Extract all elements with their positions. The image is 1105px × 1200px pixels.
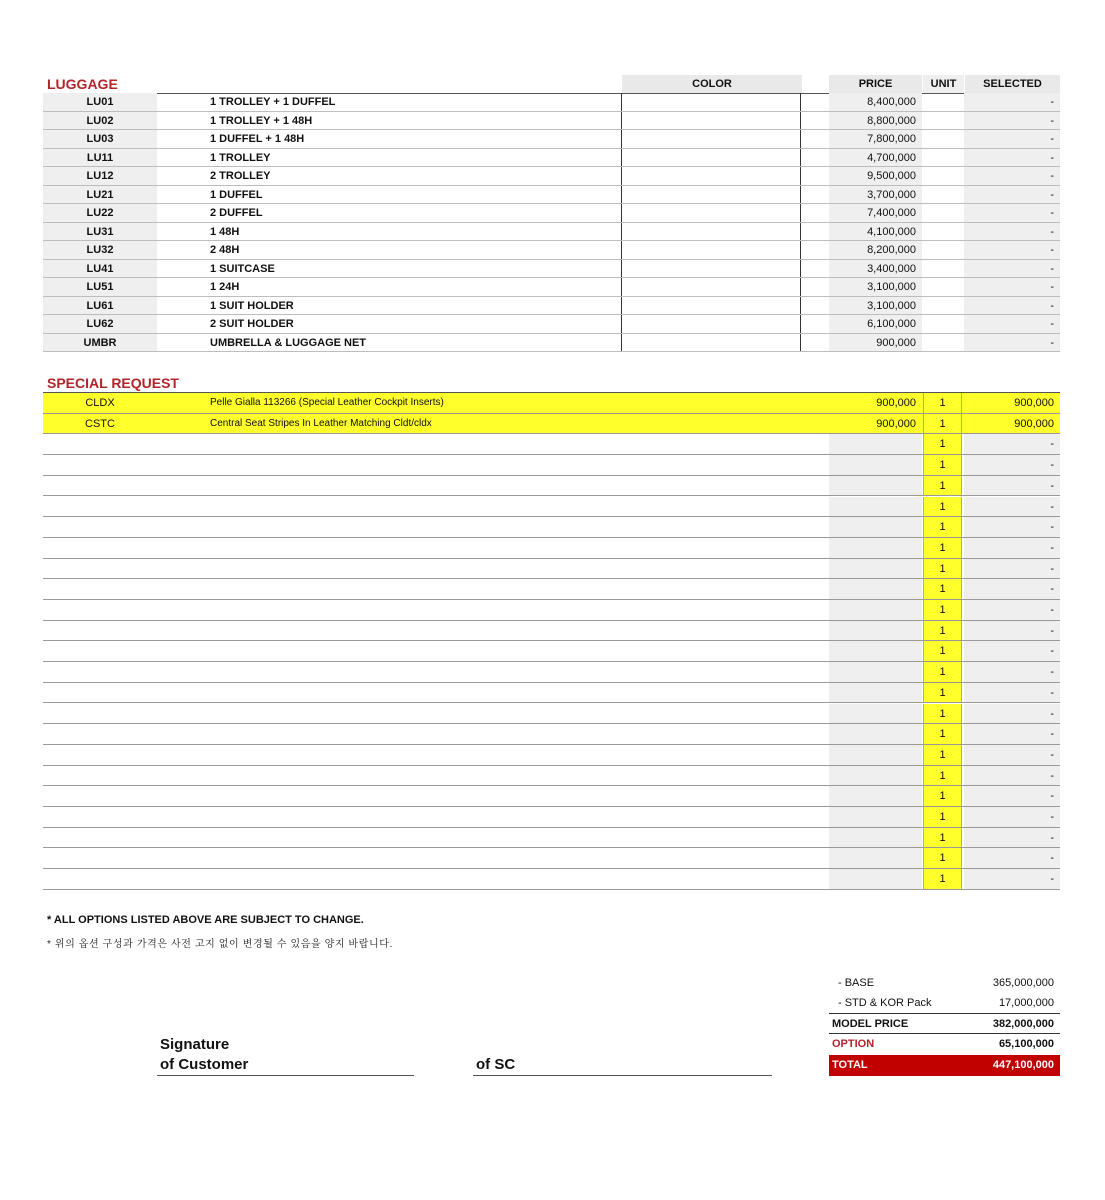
request-unit[interactable]: 1 (923, 579, 962, 599)
item-code: LU21 (43, 186, 157, 204)
request-selected: - (964, 704, 1060, 724)
table-row (43, 278, 1060, 297)
request-selected: - (964, 559, 1060, 579)
request-price-empty[interactable] (829, 579, 922, 599)
request-selected: - (964, 786, 1060, 806)
customer-signature-line[interactable] (157, 1075, 414, 1076)
request-price-empty[interactable] (829, 641, 922, 661)
item-selected: - (964, 167, 1060, 185)
request-price-empty[interactable] (829, 807, 922, 827)
request-selected: - (964, 807, 1060, 827)
summary-model-price-value: 382,000,000 (992, 1018, 1054, 1030)
color-column-header: COLOR (622, 75, 802, 93)
item-name: UMBRELLA & LUGGAGE NET (210, 336, 367, 349)
item-color-cell[interactable] (621, 278, 801, 296)
request-price-empty[interactable] (829, 766, 922, 786)
summary-base-label: - BASE (838, 977, 875, 989)
request-price-empty[interactable] (829, 455, 922, 475)
table-row (43, 93, 1060, 112)
item-selected: - (964, 93, 1060, 111)
item-selected: - (964, 315, 1060, 333)
item-unit-cell[interactable] (922, 130, 963, 148)
item-selected: - (964, 130, 1060, 148)
request-price-empty[interactable] (829, 497, 922, 517)
item-selected: - (964, 241, 1060, 259)
item-color-cell[interactable] (621, 130, 801, 148)
summary-model-price-row (829, 1013, 1060, 1034)
sc-signature-label: of SC (476, 1056, 516, 1073)
item-code: LU51 (43, 278, 157, 296)
request-unit[interactable]: 1 (923, 848, 962, 868)
request-selected: - (964, 621, 1060, 641)
summary-pack-row (829, 993, 1060, 1014)
request-unit[interactable]: 1 (923, 786, 962, 806)
item-unit-cell[interactable] (922, 93, 963, 111)
table-row (43, 241, 1060, 260)
item-price: 4,100,000 (829, 223, 922, 241)
item-code: LU11 (43, 149, 157, 167)
request-price-empty[interactable] (829, 621, 922, 641)
table-row (43, 704, 1060, 725)
special-request-section-title: SPECIAL REQUEST (47, 375, 179, 391)
unit-column-header: UNIT (923, 75, 964, 93)
item-selected: - (964, 278, 1060, 296)
item-unit-cell[interactable] (922, 241, 963, 259)
item-name: 1 DUFFEL + 1 48H (210, 133, 305, 145)
table-row (43, 149, 1060, 168)
table-row (43, 414, 1060, 435)
request-price-empty[interactable] (829, 848, 922, 868)
customer-signature-label-line1: Signature (160, 1036, 230, 1053)
table-row (43, 297, 1060, 316)
request-selected: - (964, 848, 1060, 868)
item-code: LU41 (43, 260, 157, 278)
summary-pack-value: 17,000,000 (998, 997, 1054, 1009)
request-price-empty[interactable] (829, 724, 922, 744)
request-selected: - (964, 600, 1060, 620)
summary-option-label: OPTION (832, 1038, 875, 1050)
table-row (43, 538, 1060, 559)
request-unit[interactable]: 1 (923, 538, 962, 558)
table-row (43, 600, 1060, 621)
item-price: 6,100,000 (829, 315, 922, 333)
item-name: 2 48H (210, 244, 240, 256)
table-row (43, 641, 1060, 662)
request-selected: - (964, 828, 1060, 848)
summary-option-value: 65,100,000 (998, 1038, 1054, 1050)
item-name: 1 TROLLEY + 1 48H (210, 114, 313, 127)
item-unit-cell[interactable] (922, 186, 963, 204)
table-row (43, 621, 1060, 642)
request-unit[interactable]: 1 (923, 807, 962, 827)
item-color-cell[interactable] (621, 149, 801, 167)
item-color-cell[interactable] (621, 186, 801, 204)
item-name: 1 TROLLEY + 1 DUFFEL (210, 96, 336, 108)
request-price-empty[interactable] (829, 517, 922, 537)
request-unit[interactable]: 1 (923, 497, 962, 517)
item-code: LU61 (43, 297, 157, 315)
item-unit-cell[interactable] (922, 167, 963, 185)
summary-total-label: TOTAL (832, 1059, 868, 1071)
table-row (43, 260, 1060, 279)
request-selected: - (964, 724, 1060, 744)
request-unit[interactable]: 1 (923, 724, 962, 744)
item-code: LU32 (43, 241, 157, 259)
request-price-empty[interactable] (829, 476, 922, 496)
item-unit-cell[interactable] (922, 278, 963, 296)
item-name: 2 TROLLEY (210, 170, 271, 182)
item-price: 8,800,000 (829, 112, 922, 130)
table-row (43, 223, 1060, 242)
request-selected: - (964, 497, 1060, 517)
table-row (43, 393, 1060, 414)
request-selected: - (964, 662, 1060, 682)
item-price: 7,800,000 (829, 130, 922, 148)
item-name: 1 48H (210, 225, 240, 238)
table-row (43, 683, 1060, 704)
request-selected: - (964, 517, 1060, 537)
request-price-empty[interactable] (829, 786, 922, 806)
item-color-cell[interactable] (621, 204, 801, 222)
item-selected: - (964, 334, 1060, 352)
table-row (43, 745, 1060, 766)
item-price: 8,400,000 (829, 93, 922, 111)
request-selected: - (964, 538, 1060, 558)
item-code: LU31 (43, 223, 157, 241)
request-unit[interactable]: 1 (923, 641, 962, 661)
item-code: LU03 (43, 130, 157, 148)
summary-total-row (829, 1055, 1060, 1076)
request-price-empty[interactable] (829, 434, 922, 454)
table-row (43, 130, 1060, 149)
table-row (43, 828, 1060, 849)
customer-signature-label (160, 1035, 248, 1075)
item-unit-cell[interactable] (922, 315, 963, 333)
request-selected: 900,000 (964, 393, 1060, 413)
summary-total-value: 447,100,000 (992, 1059, 1054, 1071)
table-row (43, 724, 1060, 745)
table-row (43, 766, 1060, 787)
customer-signature-label-line2: of Customer (160, 1056, 249, 1073)
request-price-empty[interactable] (829, 538, 922, 558)
luggage-section-title: LUGGAGE (47, 76, 118, 92)
request-unit[interactable]: 1 (923, 600, 962, 620)
request-price-empty[interactable] (829, 828, 922, 848)
table-row (43, 334, 1060, 353)
request-selected: - (964, 641, 1060, 661)
item-unit-cell[interactable] (922, 112, 963, 130)
request-code: CLDX (85, 397, 115, 409)
item-code: LU22 (43, 204, 157, 222)
table-row (43, 315, 1060, 334)
table-row (43, 517, 1060, 538)
table-row (43, 786, 1060, 807)
request-price: 900,000 (829, 393, 922, 413)
table-row (43, 579, 1060, 600)
item-color-cell[interactable] (621, 112, 801, 130)
item-price: 3,400,000 (829, 260, 922, 278)
item-unit-cell[interactable] (922, 297, 963, 315)
request-unit[interactable]: 1 (923, 621, 962, 641)
table-row (43, 167, 1060, 186)
item-code: LU01 (43, 93, 157, 111)
item-selected: - (964, 112, 1060, 130)
item-unit-cell[interactable] (922, 260, 963, 278)
item-name: 1 SUITCASE (210, 262, 275, 275)
item-unit-cell[interactable] (922, 223, 963, 241)
item-code: LU12 (43, 167, 157, 185)
summary-model-price-label: MODEL PRICE (832, 1018, 909, 1030)
item-price: 3,100,000 (829, 297, 922, 315)
summary-option-row (829, 1034, 1060, 1055)
request-unit[interactable]: 1 (923, 683, 962, 703)
item-name: 1 DUFFEL (210, 188, 263, 201)
item-price: 9,500,000 (829, 167, 922, 185)
request-unit[interactable]: 1 (923, 662, 962, 682)
item-color-cell[interactable] (621, 315, 801, 333)
item-price: 3,700,000 (829, 186, 922, 204)
item-color-cell[interactable] (621, 260, 801, 278)
item-name: 1 TROLLEY (210, 151, 271, 164)
item-price: 7,400,000 (829, 204, 922, 222)
table-row (43, 497, 1060, 518)
table-row (43, 807, 1060, 828)
item-price: 8,200,000 (829, 241, 922, 259)
item-color-cell[interactable] (621, 223, 801, 241)
table-row (43, 186, 1060, 205)
item-selected: - (964, 260, 1060, 278)
item-name: 2 DUFFEL (210, 207, 263, 219)
request-code: CSTC (85, 417, 115, 430)
item-selected: - (964, 223, 1060, 241)
request-unit[interactable]: 1 (923, 434, 962, 454)
sc-signature-line[interactable] (473, 1075, 772, 1076)
request-unit[interactable]: 1 (923, 414, 962, 434)
item-price: 3,100,000 (829, 278, 922, 296)
request-unit[interactable]: 1 (923, 869, 962, 889)
table-row (43, 112, 1060, 131)
item-price: 4,700,000 (829, 149, 922, 167)
item-unit-cell[interactable] (922, 334, 963, 352)
request-unit[interactable]: 1 (923, 828, 962, 848)
item-unit-cell[interactable] (922, 204, 963, 222)
request-unit[interactable]: 1 (923, 766, 962, 786)
item-name: 2 SUIT HOLDER (210, 318, 294, 330)
price-column-header: PRICE (829, 75, 922, 93)
table-row (43, 869, 1060, 890)
item-color-cell[interactable] (621, 167, 801, 185)
request-selected: - (964, 745, 1060, 765)
item-selected: - (964, 297, 1060, 315)
item-code: LU02 (43, 112, 157, 130)
request-price-empty[interactable] (829, 600, 922, 620)
request-price-empty[interactable] (829, 869, 922, 889)
table-row (43, 434, 1060, 455)
request-unit[interactable]: 1 (923, 704, 962, 724)
table-row (43, 204, 1060, 223)
request-unit[interactable]: 1 (923, 455, 962, 475)
item-unit-cell[interactable] (922, 149, 963, 167)
selected-column-header: SELECTED (965, 75, 1060, 93)
request-name: Central Seat Stripes In Leather Matching Cldt/cldx (210, 417, 432, 429)
item-code: UMBR (43, 334, 157, 352)
request-selected: - (964, 434, 1060, 454)
notice-english: * ALL OPTIONS LISTED ABOVE ARE SUBJECT TO CHANGE. (47, 914, 364, 926)
item-selected: - (964, 204, 1060, 222)
table-row (43, 662, 1060, 683)
item-color-cell[interactable] (621, 297, 801, 315)
table-row (43, 455, 1060, 476)
request-price: 900,000 (829, 414, 922, 434)
request-selected: - (964, 455, 1060, 475)
request-selected: 900,000 (964, 414, 1060, 434)
request-unit[interactable]: 1 (923, 393, 962, 413)
item-color-cell[interactable] (621, 334, 801, 352)
table-row (43, 848, 1060, 869)
request-selected: - (964, 476, 1060, 496)
notice-korean: * 위의 옵션 구성과 가격은 사전 고지 없이 변경될 수 있음을 양지 바랍니다. (47, 939, 393, 950)
request-unit[interactable]: 1 (923, 745, 962, 765)
item-color-cell[interactable] (621, 93, 801, 111)
request-price-empty[interactable] (829, 662, 922, 682)
item-code: LU62 (43, 315, 157, 333)
item-name: 1 24H (210, 281, 240, 293)
request-selected: - (964, 683, 1060, 703)
request-selected: - (964, 869, 1060, 889)
item-name: 1 SUIT HOLDER (210, 299, 294, 312)
summary-pack-label: - STD & KOR Pack (838, 997, 932, 1009)
request-name: Pelle Gialla 113266 (Special Leather Cockpit Inserts) (210, 397, 444, 408)
summary-base-value: 365,000,000 (992, 977, 1054, 989)
request-price-empty[interactable] (829, 683, 922, 703)
request-unit[interactable]: 1 (923, 517, 962, 537)
request-price-empty[interactable] (829, 745, 922, 765)
item-color-cell[interactable] (621, 241, 801, 259)
item-price: 900,000 (829, 334, 922, 352)
item-selected: - (964, 149, 1060, 167)
request-selected: - (964, 579, 1060, 599)
request-selected: - (964, 766, 1060, 786)
request-price-empty[interactable] (829, 704, 922, 724)
request-price-empty[interactable] (829, 559, 922, 579)
request-unit[interactable]: 1 (923, 559, 962, 579)
item-selected: - (964, 186, 1060, 204)
request-unit[interactable]: 1 (923, 476, 962, 496)
table-row (43, 559, 1060, 580)
summary-base-row (829, 973, 1060, 994)
table-row (43, 476, 1060, 497)
